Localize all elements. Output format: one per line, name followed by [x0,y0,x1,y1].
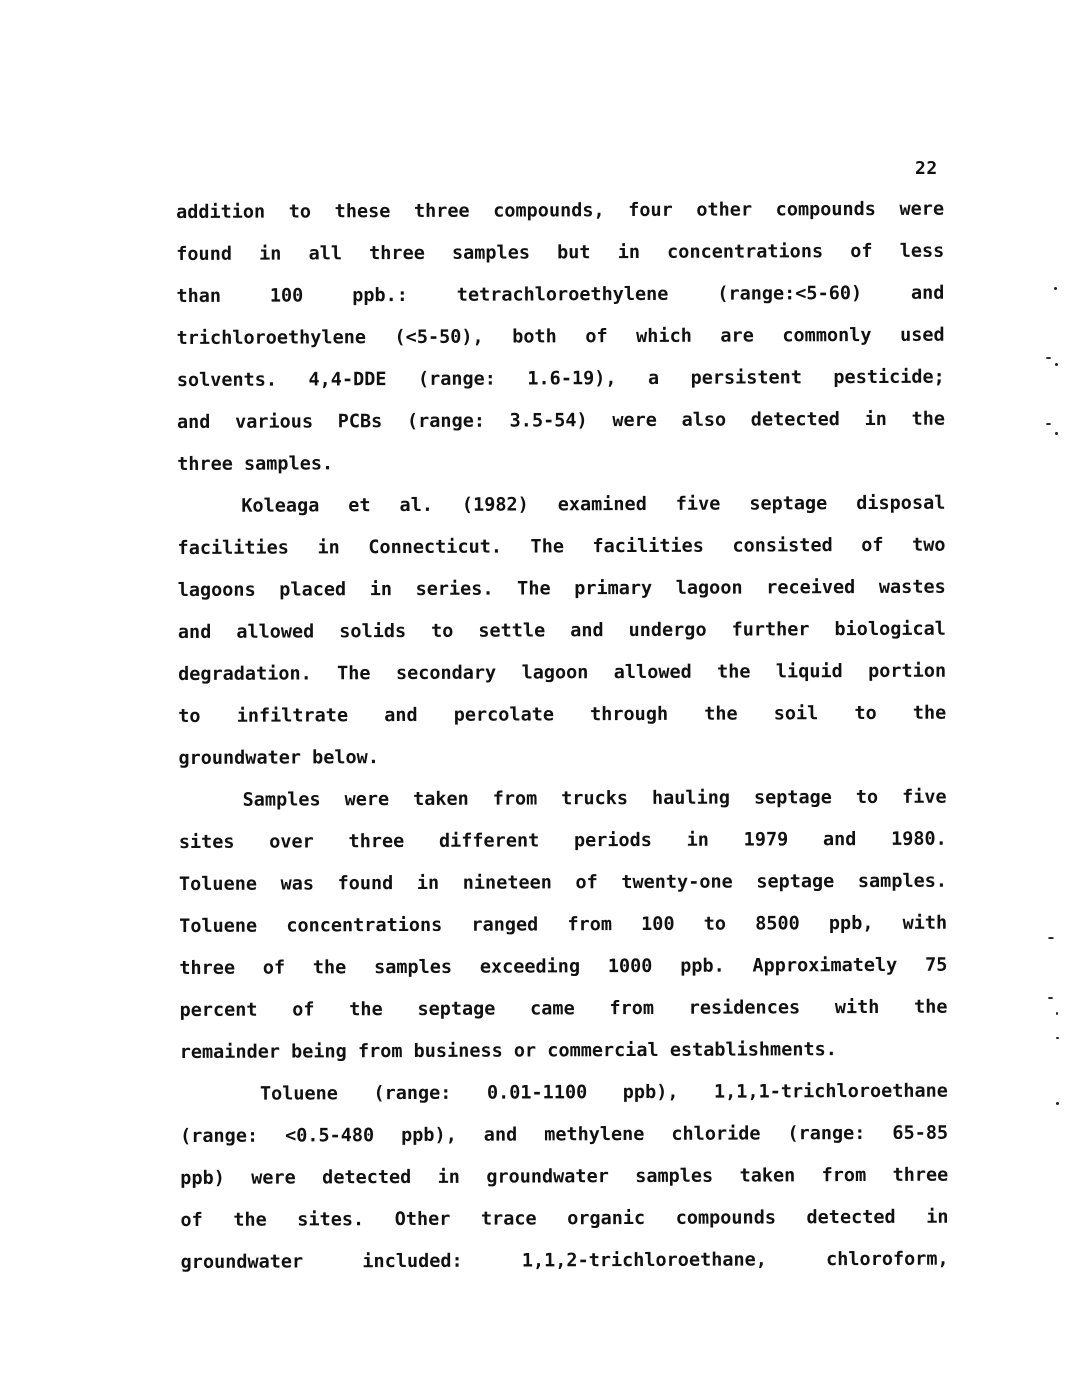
page-number: 22 [915,158,938,179]
text-line: sites over three different periods in 1979 and 1980. [178,828,947,853]
scan-speck [1046,357,1051,359]
text-line: lagoons placed in series. The primary lagoon received wastes [177,576,946,601]
body-text [176,194,949,1289]
scan-speck [1048,997,1053,999]
text-line: Toluene was found in nineteen of twenty-one septage samples. [178,870,948,895]
scan-speck [1054,287,1057,290]
text-line: found in all three samples but in concentrations of less [176,240,945,265]
paragraph-start-line: Samples were taken from trucks hauling septage to five [242,786,947,811]
scan-speck [1055,432,1058,435]
text-line: facilities in Connecticut. The facilities consisted of two [177,534,946,559]
text-line: than 100 ppb.: tetrachloroethylene (range:<5-60) and [176,282,945,307]
paragraph-start-line: Toluene (range: 0.01-1100 ppb), 1,1,1-trichloroethane [259,1080,948,1105]
text-line: three samples. [177,453,334,475]
text-line: of the sites. Other trace organic compounds detected in [180,1206,949,1231]
scan-speck [1056,1012,1058,1015]
text-line: (range: <0.5-480 ppb), and methylene chloride (range: 65-85 [180,1122,949,1147]
text-line: trichloroethylene (<5-50), both of which are commonly used [176,324,945,349]
text-line: Toluene concentrations ranged from 100 to 8500 ppb, with [179,912,948,937]
scan-speck [1046,423,1051,425]
text-line: to infiltrate and percolate through the soil to the [178,702,947,727]
text-line: three of the samples exceeding 1000 ppb. Approximately 75 [179,954,948,979]
text-line: groundwater below. [178,747,379,769]
text-line: addition to these three compounds, four other compounds were [176,198,945,223]
text-line: remainder being from business or commercial establishments. [179,1039,837,1063]
text-line: groundwater included: 1,1,2-trichloroethane, chloroform, [180,1248,949,1273]
text-line: ppb) were detected in groundwater samples taken from three [180,1164,949,1189]
scan-speck [1048,937,1054,939]
scan-speck [1056,1037,1059,1039]
scan-speck [1056,1102,1059,1105]
text-line: degradation. The secondary lagoon allowed the liquid portion [178,660,947,685]
text-line: solvents. 4,4-DDE (range: 1.6-19), a persistent pesticide; [176,366,945,391]
scan-speck [1055,363,1058,366]
text-line: percent of the septage came from residences with the [179,996,948,1021]
text-line: and various PCBs (range: 3.5-54) were also detected in the [176,408,946,433]
text-line: and allowed solids to settle and undergo further biological [177,618,946,643]
paragraph-start-line: Koleaga et al. (1982) examined five septage disposal [241,492,946,517]
